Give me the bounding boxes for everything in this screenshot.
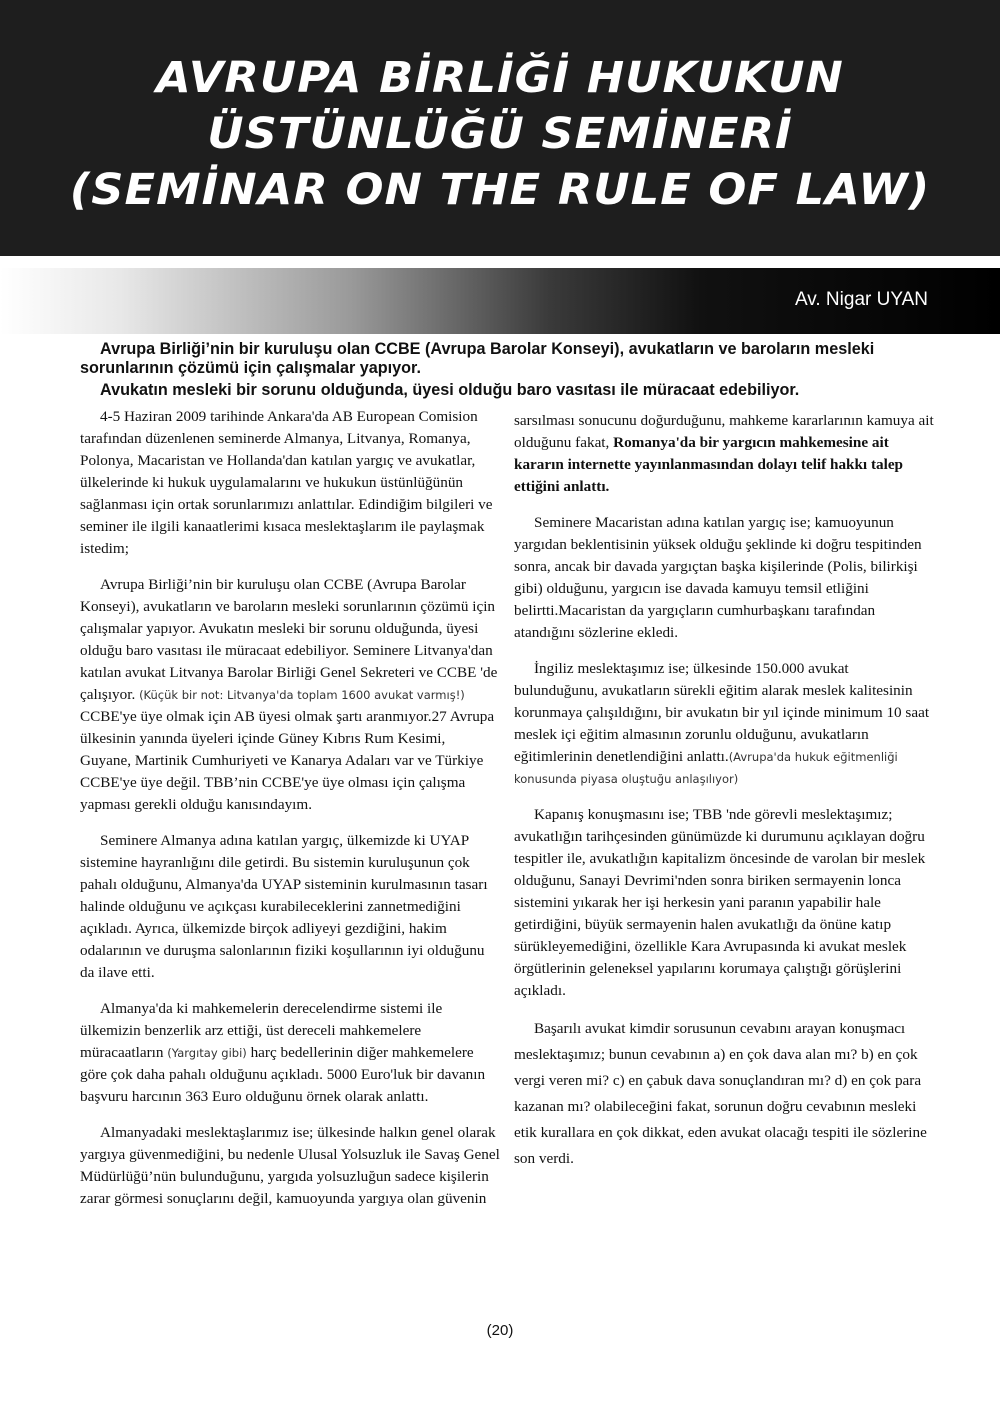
author-note: (Yargıtay gibi) (167, 1046, 247, 1060)
paragraph: Seminere Almanya adına katılan yargıç, ülkemizde ki UYAP sistemine hayranlığını dile getirdi. Bu sistemin kuruluşunun çok pahalı olduğunu, Almanya'da UYAP sisteminin kurulmasının tasarı halinde olduğunu ve açıkçası kurabileceklerini zannetmediğini açıkladı. Ayrıca, ülkemizde birçok adliyeyi gezdiğini, hakim odalarının ve duruşma salonlarının fiziki koşullarının iyi olduğunu da ilave etti. (80, 832, 488, 981)
paragraph (80, 574, 500, 816)
paragraph (514, 410, 934, 498)
right-column (514, 410, 934, 1186)
page-title (0, 50, 1000, 218)
lead-summary (80, 340, 940, 400)
author-note: (Küçük bir not: Litvanya'da toplam 1600 avukat varmış!) (139, 688, 465, 702)
paragraph: 4-5 Haziran 2009 tarihinde Ankara'da AB European Comision tarafından düzenlenen seminerde Almanya, Litvanya, Romanya, Polonya, Macaristan ve Hollanda'dan katılan yargıç ve avukatlar, ülkelerinde ki hukuk uygulamalarını ve hukukun üstünlüğünün sağlanması için ortak sorunlarımızı anlattılar. Edindiğim bilgileri ve seminer ile ilgili kanaatlerimi kısaca meslektaşlarım ile paylaşmak istedim; (80, 408, 493, 557)
author-note: (Avrupa'da hukuk eğitmenliği konusunda piyasa oluştuğu anlaşılıyor) (514, 750, 898, 786)
lead-paragraph-2: Avukatın mesleki bir sorunu olduğunda, üyesi olduğu baro vasıtası ile müracaat edebiliyor. (100, 381, 800, 399)
title-line-2: ÜSTÜNLÜĞÜ SEMİNERİ (207, 109, 793, 159)
paragraph-text: Avrupa Birliği’nin bir kuruluşu olan CCBE (Avrupa Barolar Konseyi), avukatların ve baroların mesleki sorunlarının çözümü için çalışmalar yapıyor. Avukatın mesleki bir sorunu olduğunda, üyesi olduğu baro vasıtası ile müracaat edebiliyor. Seminere Litvanya'dan katılan avukat Litvanya Barolar Birliği Genel Sekreteri ve CCBE 'de çalışıyor. (80, 576, 498, 703)
paragraph: Seminere Macaristan adına katılan yargıç ise; kamuoyunun yargıdan beklentisinin yüksek olduğu şeklinde ki doğru tespitinden sonra, ancak bir davada yargıçtan başka kişilerinde (Polis, bilirkişi gibi) olduğunu, yargıcın ise davada kamuyu temsil etliğini belirtti.Macaristan da yargıçların cumhurbaşkanı tarafından atandığını sözlerine ekledi. (514, 514, 922, 641)
paragraph: Kapanış konuşmasını ise; TBB 'nde görevli meslektaşımız; avukatlığın tarihçesinden günümüzde ki durumunu açıklayan doğru tespitler ile, avukatlığın kapitalizm öncesinde de varolan bir meslek olduğunu, Sanayi Devrimi'nden sonra biriken sermayenin lonca sistemini yıkarak her işi herkesin yani paranın yapabilir hale getirdiğini, büyük sermayenin halen avukatlığı da önüne katıp sürükleyemediğini, özellikle Kara Avrupasında ki avukat meslek örgütlerinin geleneksel yapılarını korumaya çalıştığı görüşlerini açıkladı. (514, 806, 926, 999)
paragraph-text: İngiliz meslektaşımız ise; ülkesinde 150.000 avukat bulunduğunu, avukatların sürekli eğitim alarak meslek kalitesinin korunmaya çalışıldığını, bir avukatın bir yıl içinde minimum 10 saat meslek içi eğitim almasının zorunlu olduğunu, avukatların eğitimlerinin denetlendiğini anlattı. (514, 660, 930, 765)
paragraph: Almanyadaki meslektaşlarımız ise; ülkesinde halkın genel olarak yargıya güvenmediğini, bu nedenle Ulusal Yolsuzluk ile Savaş Genel Müdürlüğü’nün bulunduğunu, yargıda yolsuzluğun sadece kişilerin zarar görmesi sonuçlarını değil, kamuoyunda yargıya olan güvenin (80, 1124, 500, 1207)
lead-paragraph-1: Avrupa Birliği’nin bir kuruluşu olan CCBE (Avrupa Barolar Konseyi), avukatların ve baroların mesleki sorunlarının çözümü için çalışmalar yapıyor. (80, 340, 875, 377)
paragraph: Başarılı avukat kimdir sorusunun cevabını arayan konuşmacı meslektaşımız; bunun cevabının a) en çok dava alan mı? b) en çok vergi veren mi? c) en çabuk dava sonuçlandıran mı? d) en çok para kazanan mı? olabileceğini fakat, sorunun doğru cevabının mesleki etik kurallara en çok dikkat, eden avukat olacağı tespiti ile sözlerine son verdi. (514, 1020, 927, 1167)
paragraph-text: CCBE'ye üye olmak için AB üyesi olmak şartı aranmıyor.27 Avrupa ülkesinin yanında üyeleri içinde Güney Kıbrıs Rum Kesimi, Guyane, Martinik Cumhuriyeti ve Kanarya Adaları var ve Türkiye CCBE'ye üye değil. TBB’nin CCBE'ye üye olması için çalışma yapması gerekli olduğu kanısındayım. (80, 708, 495, 813)
paragraph (80, 998, 500, 1108)
header-banner (0, 0, 1000, 256)
author-name: Av. Nigar UYAN (794, 289, 928, 310)
page-number: (20) (486, 1322, 514, 1339)
paragraph-text: harç bedellerinin diğer mahkemelere göre çok daha pahalı olduğunu açıkladı. 5000 Euro'luk bir davanın başvuru harcının 363 Euro olduğunu örnek olarak anlattı. (80, 1044, 486, 1105)
paragraph (514, 658, 934, 790)
left-column (80, 406, 500, 1224)
paragraph-text: sarsılması sonucunu doğurduğunu, mahkeme kararlarının kamuya ait olduğunu fakat, (514, 412, 934, 451)
title-line-3: (SEMİNAR ON THE RULE OF LAW) (69, 165, 931, 215)
paragraph-text: Almanya'da ki mahkemelerin derecelendirme sistemi ile ülkemizin benzerlik arz ettiği, üst dereceli mahkemelere müracaatların (80, 1000, 443, 1061)
title-line-1: AVRUPA BİRLİĞİ HUKUKUN (156, 53, 844, 103)
emphasis-text: Romanya'da bir yargıcın mahkemesine ait kararın internette yayınlanmasından dolayı telif hakkı talep ettiğini anlattı. (514, 434, 904, 495)
